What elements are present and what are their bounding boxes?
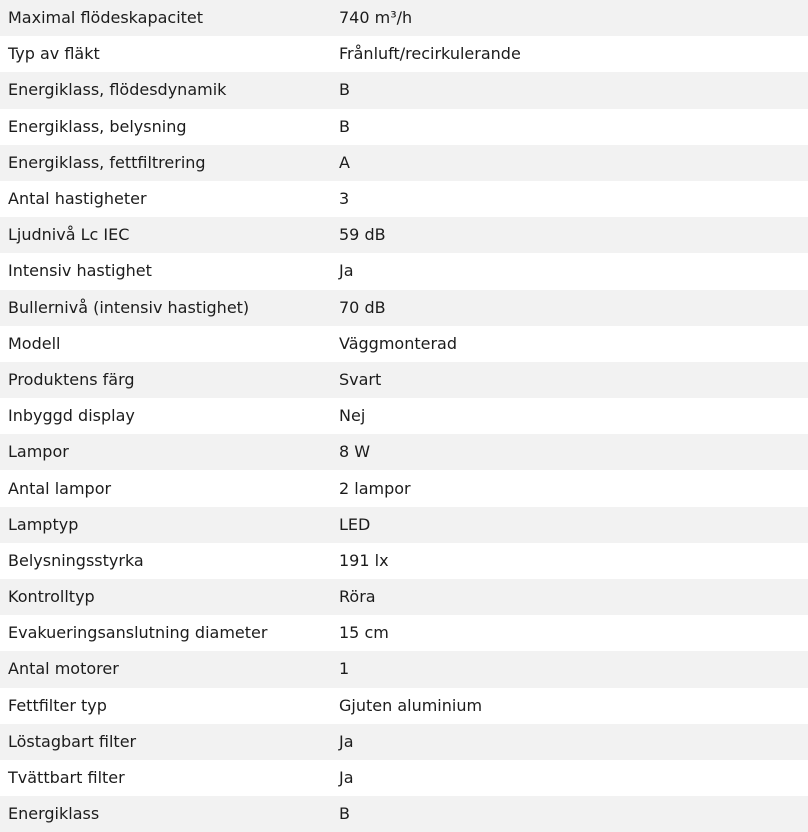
spec-value: 2 lampor (339, 478, 411, 498)
spec-row-intensive-speed (0, 253, 808, 289)
spec-label: Fettfilter typ (8, 695, 107, 715)
spec-label: Antal hastigheter (8, 189, 147, 209)
spec-label: Intensiv hastighet (8, 261, 152, 281)
spec-label: Ljudnivå Lc IEC (8, 225, 130, 245)
spec-row-energy-lighting (0, 109, 808, 145)
spec-row-grease-filter-type (0, 688, 808, 724)
spec-label: Modell (8, 333, 61, 353)
spec-label: Lampor (8, 442, 69, 462)
spec-row-energy-class (0, 796, 808, 832)
spec-label: Lamptyp (8, 514, 79, 534)
spec-row-display (0, 398, 808, 434)
spec-row-max-flow (0, 0, 808, 36)
spec-value: 15 cm (339, 623, 389, 643)
spec-row-noise-level (0, 217, 808, 253)
spec-row-lamp-count (0, 470, 808, 506)
spec-row-illuminance (0, 543, 808, 579)
spec-row-control-type (0, 579, 808, 615)
spec-value: 1 (339, 659, 350, 679)
spec-label: Produktens färg (8, 369, 135, 389)
spec-label: Energiklass, flödesdynamik (8, 80, 227, 100)
spec-value: 3 (339, 189, 350, 209)
spec-value: Väggmonterad (339, 333, 457, 353)
spec-value: Svart (339, 369, 382, 389)
spec-label: Typ av fläkt (8, 44, 100, 64)
spec-label: Evakueringsanslutning diameter (8, 623, 268, 643)
spec-label: Antal lampor (8, 478, 112, 498)
spec-label: Tvättbart filter (8, 768, 125, 788)
spec-value: B (339, 804, 350, 824)
spec-label: Antal motorer (8, 659, 119, 679)
spec-row-lamps (0, 434, 808, 470)
spec-label: Energiklass, belysning (8, 116, 187, 136)
spec-row-noise-intensive (0, 290, 808, 326)
spec-label: Inbyggd display (8, 406, 135, 426)
spec-value: Ja (339, 768, 354, 788)
spec-value: 70 dB (339, 297, 386, 317)
spec-value: B (339, 116, 350, 136)
spec-row-speeds (0, 181, 808, 217)
spec-value: LED (339, 514, 371, 534)
spec-row-model (0, 326, 808, 362)
spec-row-washable-filter (0, 760, 808, 796)
spec-label: Energiklass (8, 804, 100, 824)
spec-label: Energiklass, fettfiltrering (8, 152, 206, 172)
spec-value: 740 m³/h (339, 8, 413, 28)
spec-row-removable-filter (0, 724, 808, 760)
spec-row-energy-flow (0, 72, 808, 108)
spec-value: Ja (339, 261, 354, 281)
spec-value: 191 lx (339, 550, 389, 570)
spec-label: Belysningsstyrka (8, 550, 144, 570)
spec-label: Bullernivå (intensiv hastighet) (8, 297, 250, 317)
spec-value: B (339, 80, 350, 100)
spec-value: Röra (339, 587, 376, 607)
spec-label: Maximal flödeskapacitet (8, 8, 204, 28)
spec-row-energy-grease (0, 145, 808, 181)
spec-value: Nej (339, 406, 366, 426)
spec-row-color (0, 362, 808, 398)
spec-value: 59 dB (339, 225, 386, 245)
spec-value: Gjuten aluminium (339, 695, 483, 715)
spec-label: Kontrolltyp (8, 587, 95, 607)
spec-row-lamp-type (0, 507, 808, 543)
spec-value: Ja (339, 731, 354, 751)
spec-value: A (339, 152, 350, 172)
spec-value: 8 W (339, 442, 371, 462)
spec-label: Löstagbart filter (8, 731, 137, 751)
spec-value: Frånluft/recirkulerande (339, 44, 521, 64)
spec-row-exhaust-diameter (0, 615, 808, 651)
spec-row-motors (0, 651, 808, 687)
spec-row-fan-type (0, 36, 808, 72)
